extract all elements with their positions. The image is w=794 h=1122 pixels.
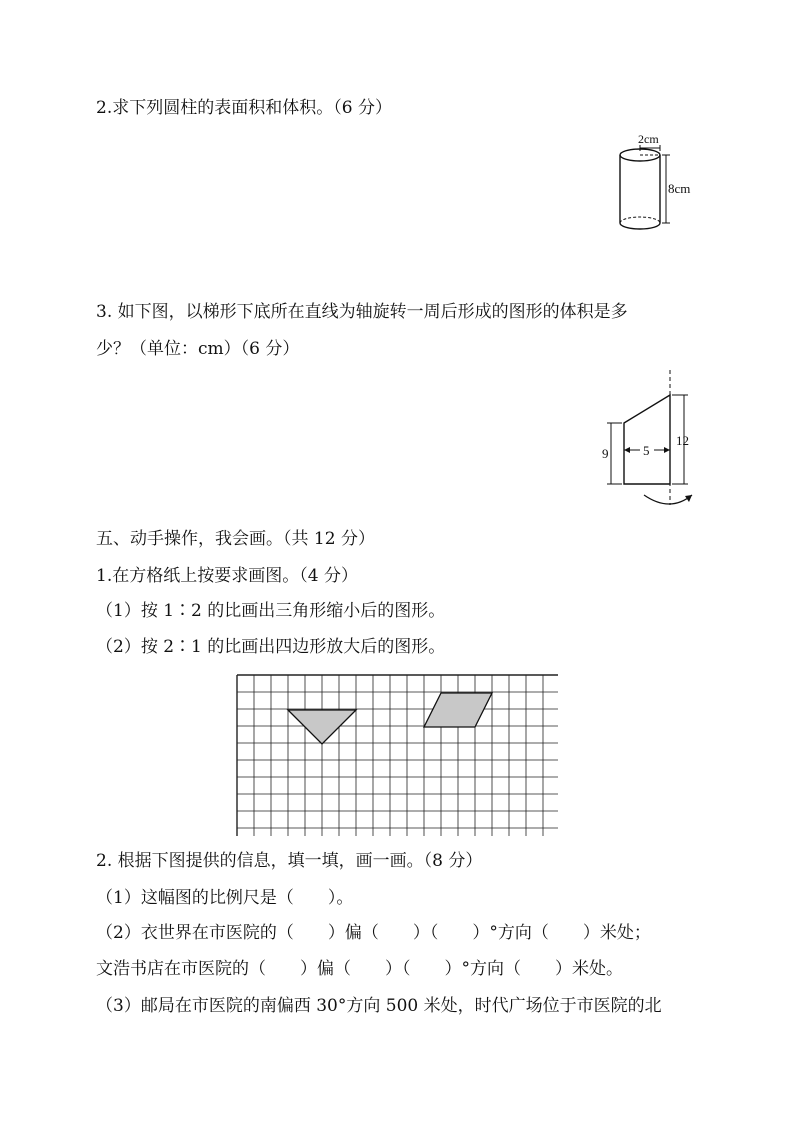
grid-paper[interactable]	[236, 674, 558, 836]
right-label: 12	[676, 433, 689, 448]
middle-label: 5	[643, 443, 650, 458]
q2-text: 2.求下列圆柱的表面积和体积。（6 分）	[96, 98, 392, 118]
s5q2-sub1: （1）这幅图的比例尺是（ ）。	[96, 888, 354, 908]
cylinder-figure	[600, 128, 710, 238]
left-label: 9	[602, 446, 609, 461]
q3-text-line1: 3. 如下图，以梯形下底所在直线为轴旋转一周后形成的图形的体积是多	[96, 302, 628, 322]
s5q2-sub2-line1: （2）衣世界在市医院的（ ）偏（ ）（ ）°方向（ ）米处；	[96, 923, 651, 943]
section5-title: 五、动手操作，我会画。（共 12 分）	[96, 529, 375, 549]
s5q2-text: 2. 根据下图提供的信息，填一填，画一画。（8 分）	[96, 851, 483, 871]
grid-lines	[237, 675, 558, 836]
radius-label: 2cm	[638, 132, 659, 146]
parallelogram-shape	[424, 693, 492, 727]
q3-text-line2: 少？（单位：cm）（6 分）	[96, 339, 300, 359]
s5q2-sub2-line2: 文浩书店在市医院的（ ）偏（ ）（ ）°方向（ ）米处。	[96, 959, 623, 979]
s5q1-text: 1.在方格纸上按要求画图。（4 分）	[96, 566, 358, 586]
s5q1-sub2: （2）按 2∶1 的比画出四边形放大后的图形。	[96, 637, 446, 657]
s5q1-sub1: （1）按 1∶2 的比画出三角形缩小后的图形。	[96, 601, 446, 621]
height-label: 8cm	[668, 181, 691, 196]
triangle-shape	[288, 710, 356, 744]
trapezoid-figure	[600, 365, 710, 515]
s5q2-sub3: （3）邮局在市医院的南偏西 30°方向 500 米处，时代广场位于市医院的北	[96, 996, 662, 1016]
